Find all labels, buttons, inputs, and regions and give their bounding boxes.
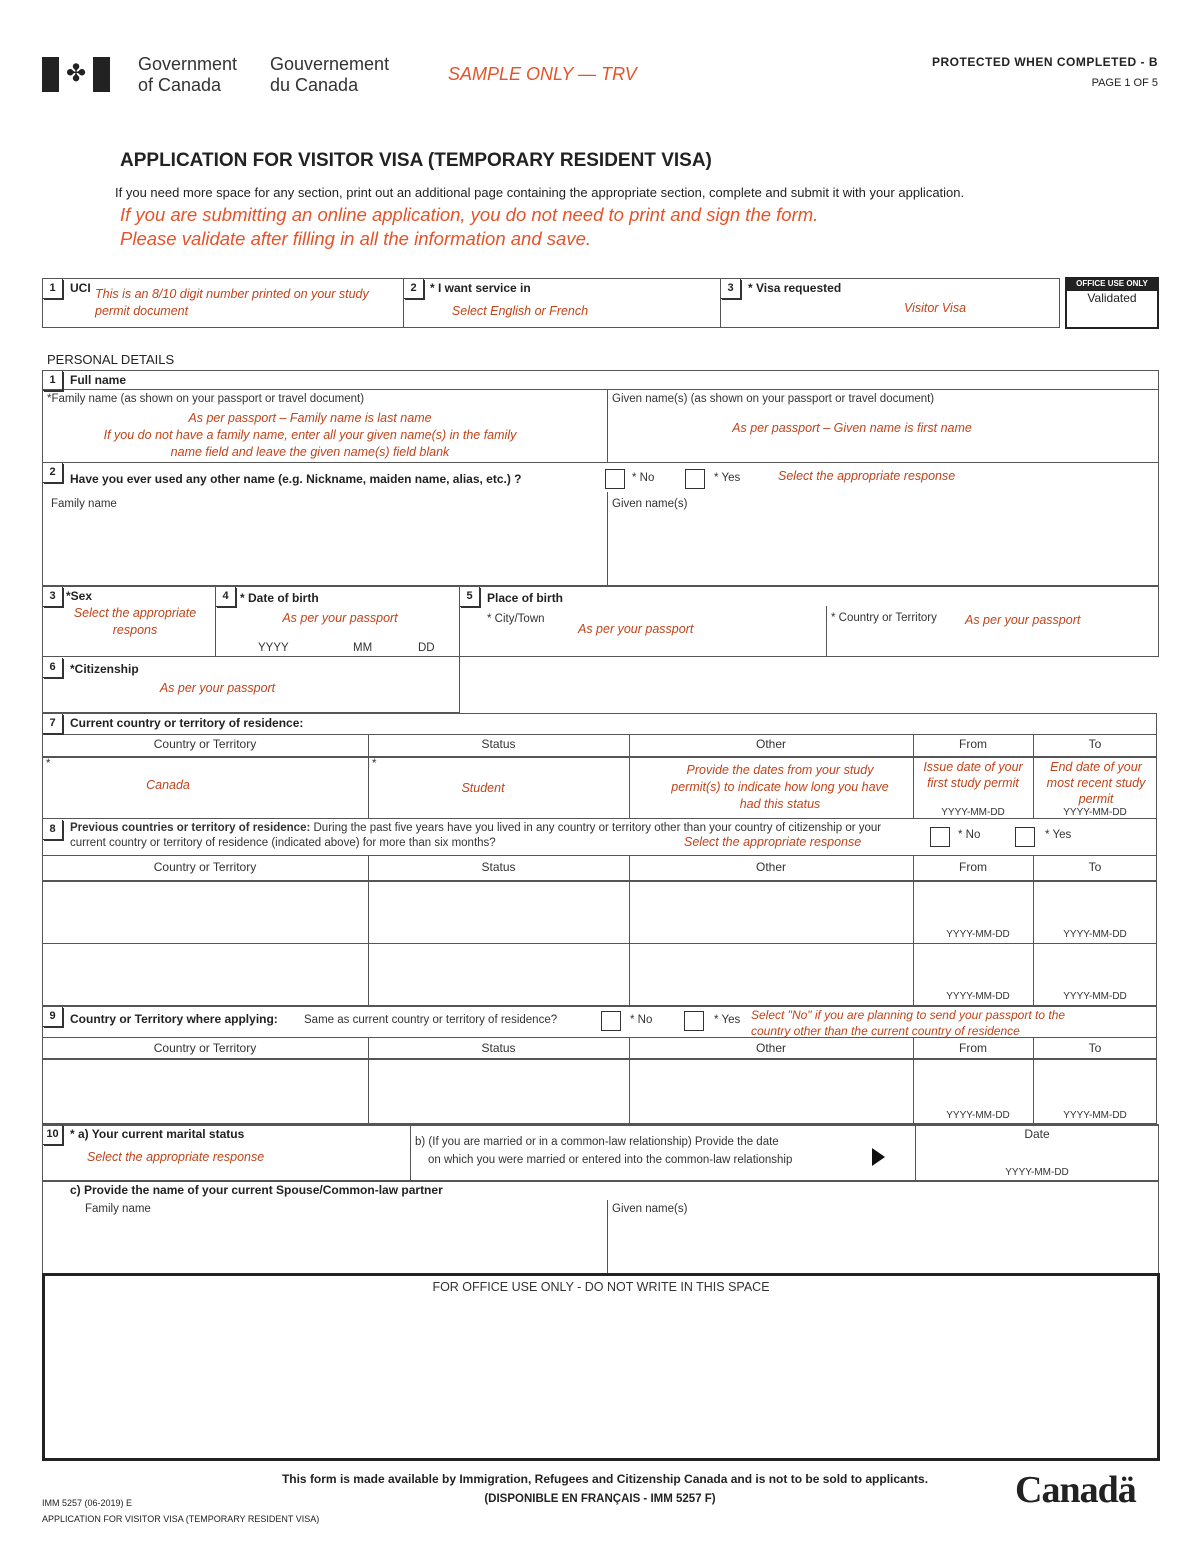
given-name-input[interactable]: As per passport – Given name is first name [732,421,972,435]
dob-month: MM [353,642,373,654]
gov-en-1: Government [138,54,238,74]
footer-notice: This form is made available by Immigration, Refugees and Citizenship Canada and is not to be sold to applicants. [281,1472,929,1486]
col-from: From [959,860,987,874]
date-format: YYYY-MM-DD [1063,929,1127,940]
validated-label: Validated [1087,291,1137,305]
sex-label: *Sex [66,589,93,603]
office-use-validated [1065,277,1159,329]
other-name-hint: Select the appropriate response [778,469,956,483]
previous-residence-no-checkbox[interactable] [930,827,950,847]
full-name-label: Full name [70,373,127,387]
dob-year: YYYY [258,642,289,654]
col-country: Country or Territory [153,737,257,751]
date-format: YYYY-MM-DD [1063,807,1127,818]
dob-day: DD [418,642,435,654]
office-use-box [42,1273,1160,1461]
other-name-question: Have you ever used any other name (e.g. Nickname, maiden name, alias, etc.) ? [70,472,522,486]
gov-en-2: of Canada [138,75,222,95]
previous-residence-text: During the past five years have you lived in any country or territory other than your country of citizenship or your current country or territory of residence (indicated above) for more than six months? [70,822,882,849]
intro-text: If you need more space for any section, print out an additional page containing the appropriate section, complete and submit it with your application. [115,185,965,200]
col-other: Other [755,737,786,751]
same-country-question: Same as current country or territory of residence? [304,1014,558,1026]
arrow-right-icon [872,1148,885,1166]
date-format: YYYY-MM-DD [941,807,1005,818]
no-label: * No [958,829,981,841]
page-number: PAGE 1 OF 5 [1091,77,1158,89]
col-status: Status [481,1041,516,1055]
col-status: Status [481,860,516,874]
marriage-date-label-2: on which you were married or entered into the common-law relationship [428,1154,793,1166]
current-residence-label: Current country or territory of residence: [70,716,304,730]
col-to: To [1088,860,1102,874]
form-title: APPLICATION FOR VISITOR VISA (TEMPORARY RESIDENT VISA) [120,150,712,171]
sex-select[interactable]: Select the appropriate respons [73,606,197,637]
residence-from-input[interactable]: Issue date of your first study permit [923,760,1023,790]
col-status: Status [481,737,516,751]
marital-status-select[interactable]: Select the appropriate response [87,1150,265,1164]
col-other: Other [755,1041,786,1055]
residence-to-input[interactable]: End date of your most recent study permit [1046,760,1146,806]
same-country-yes-checkbox[interactable] [684,1011,704,1031]
protected-label: PROTECTED WHEN COMPLETED - B [932,55,1158,69]
birth-country-label: * Country or Territory [831,612,937,624]
col-to: To [1088,737,1102,751]
no-label: * No [630,1014,653,1026]
date-format: YYYY-MM-DD [946,991,1010,1002]
yes-label: * Yes [1045,829,1072,841]
gov-en [138,54,237,96]
spouse-given-name-input[interactable]: Given name(s) [612,1203,688,1215]
city-label: * City/Town [487,613,545,625]
col-country: Country or Territory [153,1041,257,1055]
date-format: YYYY-MM-DD [946,1110,1010,1121]
marriage-date-input[interactable]: YYYY-MM-DD [1005,1167,1069,1178]
no-label: * No [632,472,655,484]
sample-label: SAMPLE ONLY — TRV [448,64,637,84]
place-of-birth-label: Place of birth [487,591,564,605]
other-family-name-input[interactable]: Family name [51,498,117,510]
citizenship-label: *Citizenship [70,662,139,676]
date-format: YYYY-MM-DD [1063,991,1127,1002]
other-name-yes-checkbox[interactable] [685,469,705,489]
family-name-input[interactable]: As per passport – Family name is last name If you do not have a family name, enter all your given name(s) in the family name field and leave the given name(s) field blank [103,411,517,459]
gov-fr-1: Gouvernement [270,54,390,74]
date-format: YYYY-MM-DD [946,929,1010,940]
city-input[interactable]: As per your passport [578,622,694,636]
residence-other-input[interactable]: Provide the dates from your study permit(s) to indicate how long you have had this status [671,763,889,811]
spouse-name-label: c) Provide the name of your current Spouse/Common-law partner [70,1183,443,1197]
footer-french: (DISPONIBLE EN FRANÇAIS - IMM 5257 F) [484,1493,716,1505]
residence-country-select[interactable]: Canada [146,778,190,792]
previous-residence-yes-checkbox[interactable] [1015,827,1035,847]
form-code: IMM 5257 (06-2019) E [42,1498,133,1508]
date-format: YYYY-MM-DD [1063,1110,1127,1121]
visa-requested-select[interactable]: Visitor Visa [903,301,967,315]
marriage-date-label-1: b) (If you are married or in a common-law relationship) Provide the date [415,1136,779,1148]
given-name-label: Given name(s) (as shown on your passport or travel document) [612,393,935,405]
gov-fr [270,54,389,96]
col-from: From [959,1041,987,1055]
yes-label: * Yes [714,472,741,484]
col-other: Other [755,860,786,874]
yes-label: * Yes [714,1014,741,1026]
uci-input[interactable]: This is an 8/10 digit number printed on your study permit document [95,287,369,318]
birth-country-select[interactable]: As per your passport [965,613,1081,627]
previous-residence-hint: Select the appropriate response [684,835,862,849]
dob-input[interactable]: As per your passport [282,611,398,625]
previous-residence-label: Previous countries or territory of residence: [70,822,311,834]
family-name-label: *Family name (as shown on your passport or travel document) [47,393,365,405]
visa-requested-label: * Visa requested [748,281,842,295]
col-country: Country or Territory [153,860,257,874]
marriage-date-header: Date [1024,1127,1050,1141]
col-from: From [959,737,987,751]
applying-country-label: Country or Territory where applying: [70,1012,278,1026]
applying-country-hint: Select "No" if you are planning to send your passport to the country other than the current country of residence [751,1008,1066,1038]
residence-status-select[interactable]: Student [461,781,505,795]
service-language-select[interactable]: Select English or French [451,304,589,318]
citizenship-select[interactable]: As per your passport [159,681,276,695]
service-language-label: * I want service in [430,281,531,295]
other-given-name-input[interactable]: Given name(s) [612,498,688,510]
marital-status-label: * a) Your current marital status [70,1127,245,1141]
personal-details-heading: PERSONAL DETAILS [47,352,175,367]
spouse-family-name-input[interactable]: Family name [85,1203,151,1215]
online-note: If you are submitting an online application, you do not need to print and sign the form. [120,204,819,225]
canada-wordmark: Canadä [1015,1469,1136,1511]
q-number: 1 [43,279,63,299]
dob-label: * Date of birth [240,591,319,605]
canada-flag-logo: ✤ [42,57,110,92]
gov-fr-2: du Canada [270,75,359,95]
office-use-header: OFFICE USE ONLY [1067,277,1157,291]
same-country-no-checkbox[interactable] [601,1011,621,1031]
uci-label: UCI [70,281,91,295]
validate-note: Please validate after filling in all the information and save. [120,228,591,249]
other-name-no-checkbox[interactable] [605,469,625,489]
office-use-label: FOR OFFICE USE ONLY - DO NOT WRITE IN THIS SPACE [432,1280,770,1294]
form-name: APPLICATION FOR VISITOR VISA (TEMPORARY RESIDENT VISA) [42,1514,320,1524]
col-to: To [1088,1041,1102,1055]
